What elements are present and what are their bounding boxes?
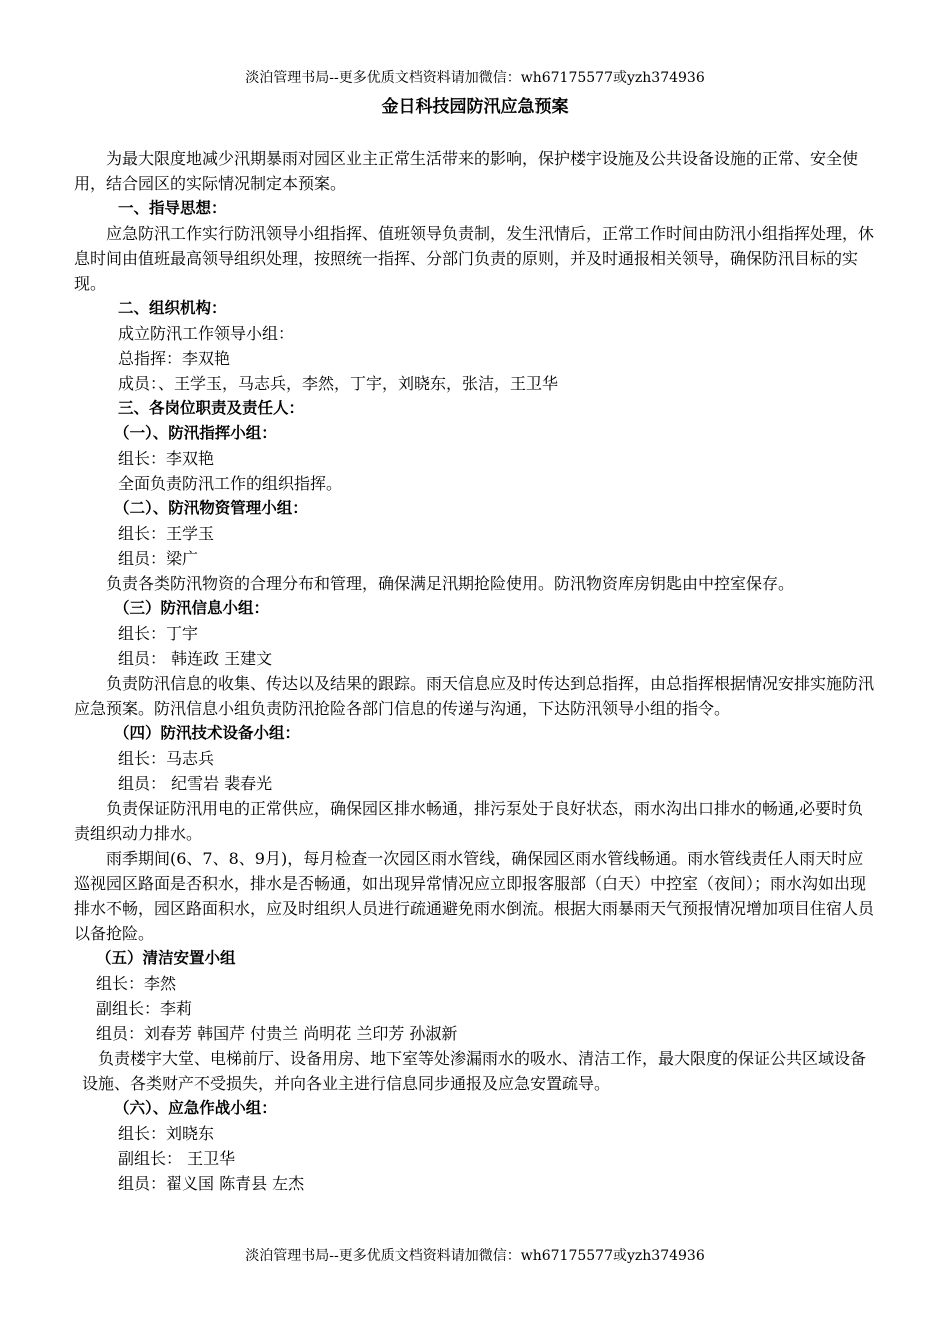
- group-6-deputy: 副组长： 王卫华: [118, 1149, 236, 1168]
- group-1-leader: 组长：李双艳: [118, 449, 215, 468]
- document-body: [74, 146, 874, 1196]
- group-5-heading: （五）清洁安置小组: [96, 949, 236, 967]
- group-2-members: 组员：梁广: [118, 549, 199, 568]
- group-3-heading: （三）防汛信息小组：: [114, 599, 270, 617]
- section-heading-3: 三、各岗位职责及责任人：: [118, 399, 305, 417]
- group-5-duty: 负责楼宇大堂、电梯前厅、设备用房、地下室等处渗漏雨水的吸水、清洁工作，最大限度的保证公共区域设备设施、各类财产不受损失，并向各业主进行信息同步通报及应急安置疏导。: [82, 1049, 867, 1093]
- group-6-members: 组员：翟义国 陈青县 左杰: [118, 1174, 305, 1193]
- group-5-members: 组员：刘春芳 韩国芹 付贵兰 尚明花 兰印芳 孙淑新: [96, 1024, 458, 1043]
- group-5-deputy: 副组长：李莉: [96, 999, 193, 1018]
- group-4-duty-2: 雨季期间(6、7、8、9月)，每月检查一次园区雨水管线，确保园区雨水管线畅通。雨水管线责任人雨天时应巡视园区路面是否积水，排水是否畅通，如出现异常情况应立即报客服部（白天）中控室（夜间）；雨水沟如出现排水不畅，园区路面积水，应及时组织人员进行疏通避免雨水倒流。根据大雨暴雨天气预报情况增加项目住宿人员以备抢险。: [74, 849, 875, 943]
- group-4-duty-1: 负责保证防汛用电的正常供应，确保园区排水畅通，排污泵处于良好状态，雨水沟出口排水的畅通,必要时负责组织动力排水。: [74, 799, 864, 843]
- group-1-heading: （一）、防汛指挥小组：: [114, 424, 277, 442]
- group-5-leader: 组长：李然: [96, 974, 177, 993]
- section-1-text: 应急防汛工作实行防汛领导小组指挥、值班领导负责制，发生汛情后，正常工作时间由防汛小组指挥处理，休息时间由值班最高领导组织处理，按照统一指挥、分部门负责的原则，并及时通报相关领导，确保防汛目标的实现。: [74, 224, 875, 293]
- section-2-commander: 总指挥：李双艳: [118, 349, 231, 368]
- group-4-leader: 组长：马志兵: [118, 749, 215, 768]
- group-6-heading: （六）、应急作战小组：: [114, 1099, 277, 1117]
- page-header: 淡泊管理书局--更多优质文档资料请加微信：wh67175577或yzh374936: [245, 70, 705, 86]
- section-2-line-1: 成立防汛工作领导小组：: [118, 324, 295, 343]
- group-6-leader: 组长：刘晓东: [118, 1124, 215, 1143]
- group-3-members: 组员： 韩连政 王建文: [118, 649, 273, 668]
- group-3-leader: 组长：丁宇: [118, 624, 199, 643]
- group-2-heading: （二）、防汛物资管理小组：: [114, 499, 308, 517]
- group-2-leader: 组长：王学玉: [118, 524, 215, 543]
- page-footer: 淡泊管理书局--更多优质文档资料请加微信：wh67175577或yzh374936: [245, 1248, 705, 1264]
- group-1-duty: 全面负责防汛工作的组织指挥。: [118, 474, 343, 493]
- section-2-members: 成员：、王学玉，马志兵，李然，丁宇，刘晓东，张洁，王卫华: [118, 374, 559, 393]
- section-heading-2: 二、组织机构：: [118, 299, 227, 317]
- group-2-duty: 负责各类防汛物资的合理分布和管理，确保满足汛期抢险使用。防汛物资库房钥匙由中控室保存。: [106, 574, 795, 593]
- section-heading-1: 一、指导思想：: [118, 199, 227, 217]
- group-3-duty: 负责防汛信息的收集、传达以及结果的跟踪。雨天信息应及时传达到总指挥，由总指挥根据情况安排实施防汛应急预案。防汛信息小组负责防汛抢险各部门信息的传递与沟通，下达防汛领导小组的指令。: [74, 674, 875, 718]
- document-title: 金日科技园防汛应急预案: [381, 97, 569, 117]
- intro-paragraph: 为最大限度地减少汛期暴雨对园区业主正常生活带来的影响，保护楼宇设施及公共设备设施的正常、安全使用，结合园区的实际情况制定本预案。: [74, 149, 859, 193]
- group-4-members: 组员： 纪雪岩 裴春光: [118, 774, 273, 793]
- group-4-heading: （四）防汛技术设备小组：: [114, 724, 301, 742]
